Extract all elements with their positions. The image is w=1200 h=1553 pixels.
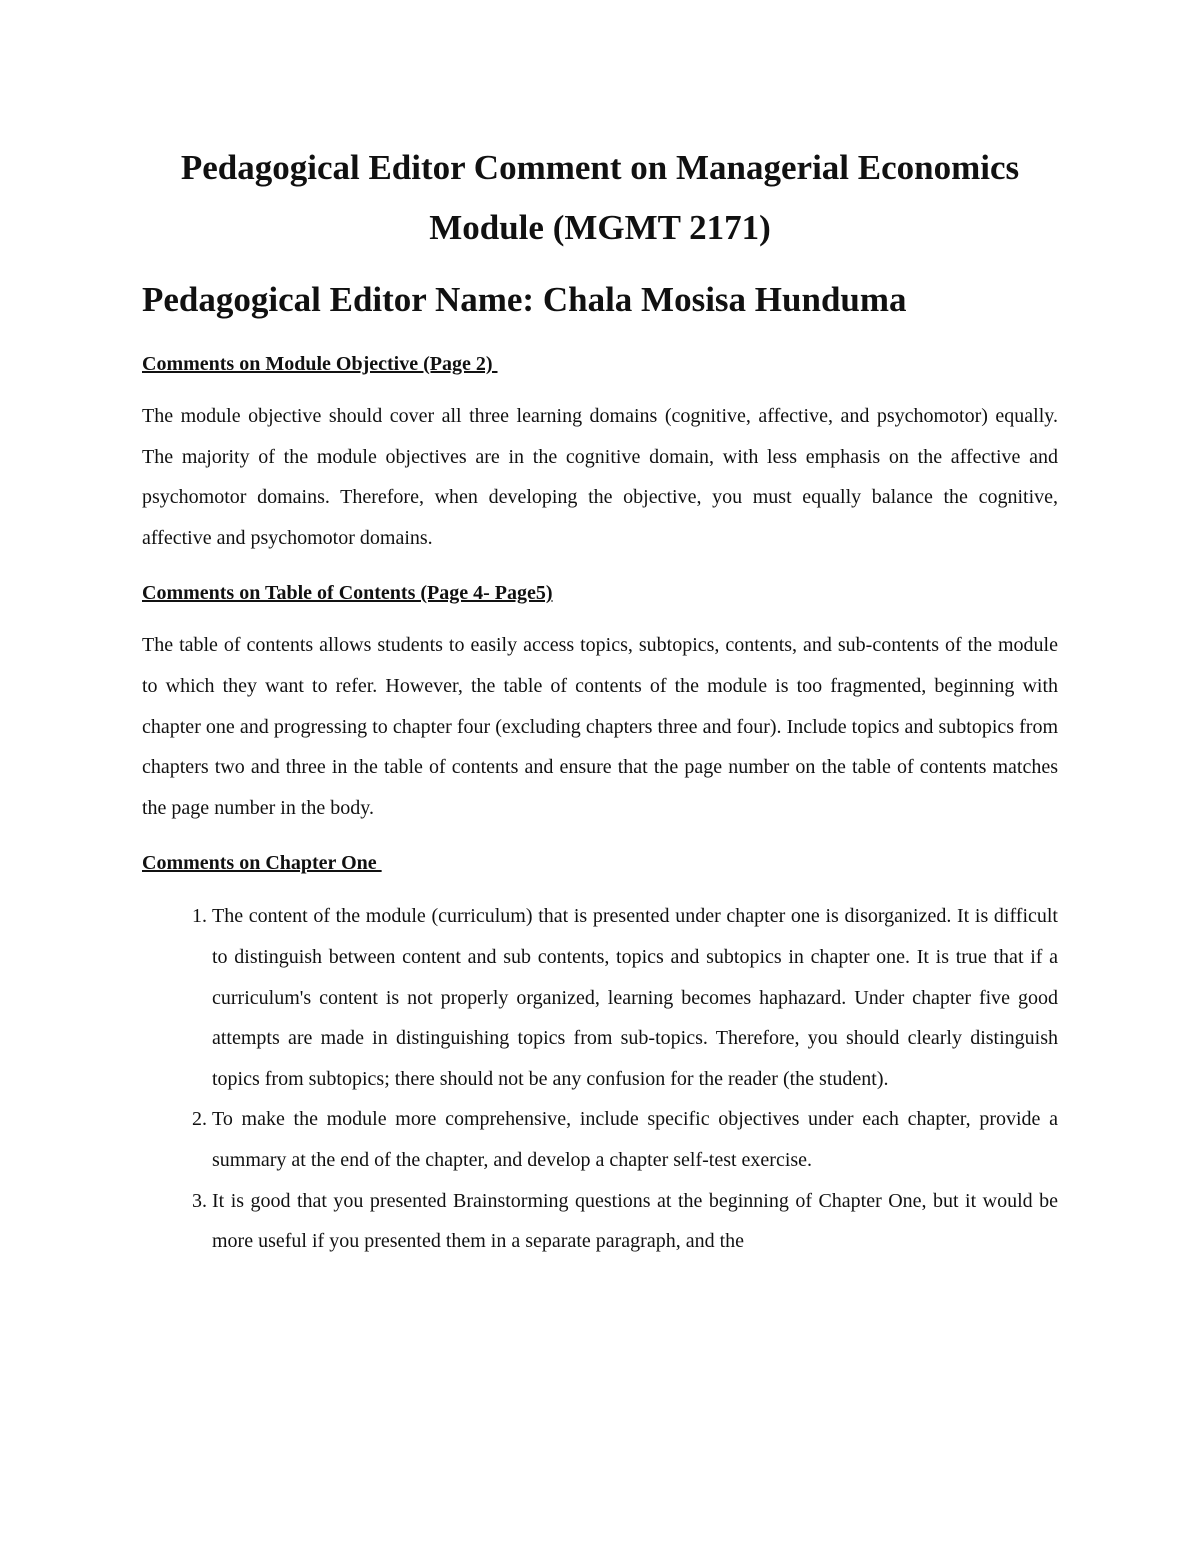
title-line-1: Pedagogical Editor Comment on Managerial Economics (180, 148, 1020, 187)
document-page (142, 138, 1058, 1262)
toc-section-body: The table of contents allows students to easily access topics, subtopics, contents, and sub-contents of the module to which they want to refer. However, the table of contents of the module is too fragmented, beginning with chapter one and progressing to chapter four (excluding chapters three and four). Include topics and subtopics from chapters two and three in the table of contents and ensure that the page number on the table of contents matches the page number in the body. (142, 634, 1058, 819)
chapter-one-comment-list (142, 896, 1058, 1261)
toc-section-heading: Comments on Table of Contents (Page 4- Page5) (142, 582, 553, 605)
chapter-one-section-heading: Comments on Chapter One (142, 852, 382, 875)
editor-name-heading: Pedagogical Editor Name: Chala Mosisa Hunduma (142, 280, 907, 319)
objective-section-heading: Comments on Module Objective (Page 2) (142, 353, 498, 375)
objective-section-body: The module objective should cover all three learning domains (cognitive, affective, and psychomotor) equally. The majority of the module objectives are in the cognitive domain, with less emphasis on the affective and psychomotor domains. Therefore, when developing the objective, you must equally balance the cognitive, affective and psychomotor domains. (142, 405, 1058, 549)
document-title (142, 138, 1058, 258)
list-item: 3. It is good that you presented Brainstorming questions at the beginning of Chapter One, but it would be more useful if you presented them in a separate paragraph, and the (212, 1181, 1058, 1262)
title-line-2: Module (MGMT 2171) (429, 208, 771, 247)
list-item: 2. To make the module more comprehensive, include specific objectives under each chapter, provide a summary at the end of the chapter, and develop a chapter self-test exercise. (212, 1099, 1058, 1180)
list-item: 1. The content of the module (curriculum) that is presented under chapter one is disorganized. It is difficult to distinguish between content and sub contents, topics and subtopics in chapter one. It is true that if a curriculum's content is not properly organized, learning becomes haphazard. Under chapter five good attempts are made in distinguishing topics from sub-topics. Therefore, you should clearly distinguish topics from subtopics; there should not be any confusion for the reader (the student). (212, 896, 1058, 1099)
